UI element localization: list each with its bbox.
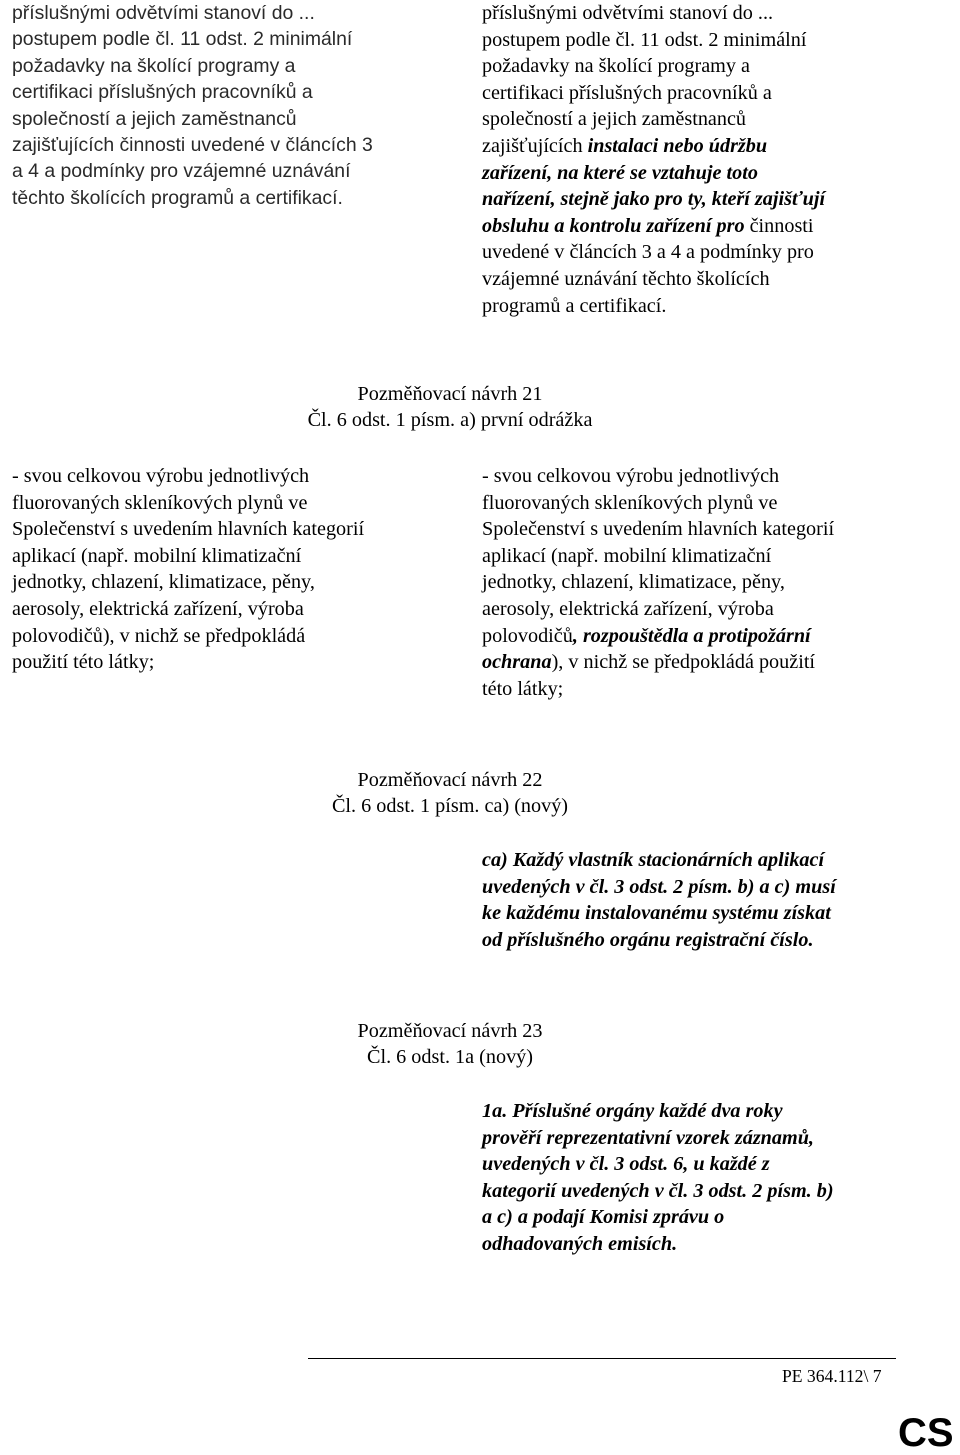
- amended-text-run: obsluhu a kontrolu zařízení pro: [482, 214, 745, 237]
- text-line: uvedených v čl. 3 odst. 2 písm. b) a c) musí: [482, 875, 836, 898]
- text-line: [482, 133, 902, 160]
- text-run: vzájemné uznávání těchto školících: [482, 267, 770, 290]
- text-line: postupem podle čl. 11 odst. 2 minimální: [12, 28, 353, 51]
- amended-text-run: instalaci nebo údržbu: [587, 134, 768, 157]
- text-line: a 4 a podmínky pro vzájemné uznávání: [12, 160, 351, 183]
- text-run: uvedené v článcích 3 a 4 a podmínky pro: [482, 241, 814, 264]
- amended-text-run: zařízení, na které se vztahuje toto: [482, 161, 758, 184]
- text-line: [482, 463, 902, 490]
- text-line: společností a jejich zaměstnanců: [12, 107, 297, 130]
- text-line: příslušnými odvětvími stanoví do ...: [12, 2, 315, 24]
- amendment23-amended-text: [482, 1098, 902, 1258]
- text-line: kategorií uvedených v čl. 3 odst. 2 písm. b): [482, 1179, 834, 1202]
- amendment21-amended-text: [482, 463, 902, 702]
- text-line: jednotky, chlazení, klimatizace, pěny,: [12, 571, 315, 594]
- text-line: [482, 543, 902, 570]
- text-line: Společenství s uvedením hlavních kategorií: [12, 518, 365, 541]
- text-line: a c) a podají Komisi zprávu o: [482, 1206, 725, 1229]
- text-line: [482, 160, 902, 187]
- amendment22-reference: Čl. 6 odst. 1 písm. ca) (nový): [331, 794, 569, 817]
- text-line: od příslušného orgánu registrační číslo.: [482, 928, 814, 951]
- amended-text-run: nařízení, stejně jako pro ty, kteří zajišťují: [482, 188, 826, 211]
- text-line: [482, 106, 902, 133]
- text-line: [482, 676, 902, 703]
- document-reference: PE 364.112\ 7: [782, 1366, 882, 1386]
- amendment23-heading: [0, 1019, 900, 1070]
- text-run: fluorovaných skleníkových plynů ve: [482, 491, 778, 514]
- text-run: programů a certifikací.: [482, 294, 667, 317]
- text-run: - svou celkovou výrobu jednotlivých: [482, 465, 780, 487]
- text-line: prověří reprezentativní vzorek záznamů,: [482, 1126, 814, 1149]
- text-line: [482, 266, 902, 293]
- text-line: těchto školících programů a certifikací.: [12, 186, 343, 209]
- text-line: [482, 53, 902, 80]
- text-line: [482, 186, 902, 213]
- text-line: [482, 0, 902, 27]
- text-line: - svou celkovou výrobu jednotlivých: [12, 465, 310, 487]
- text-line: [482, 490, 902, 517]
- text-run: zajišťujících: [482, 134, 588, 157]
- text-line: [482, 569, 902, 596]
- amendment21-title: Pozměňovací návrh 21: [357, 383, 543, 405]
- amendment21-heading: [0, 382, 900, 433]
- text-line: požadavky na školící programy a: [12, 54, 296, 77]
- text-line: zajišťujících činnosti uvedené v článcích 3: [12, 134, 373, 157]
- text-line: [482, 623, 902, 650]
- text-line: [482, 596, 902, 623]
- text-run: jednotky, chlazení, klimatizace, pěny,: [482, 571, 785, 594]
- amended-text-run: , rozpouštědla a protipožární: [572, 624, 811, 647]
- text-run: ), v nichž se předpokládá použití: [551, 651, 816, 674]
- text-run: aerosoly, elektrická zařízení, výroba: [482, 597, 774, 620]
- footer-divider: [308, 1358, 896, 1359]
- text-run: požadavky na školící programy a: [482, 55, 750, 78]
- text-run: činnosti: [744, 214, 814, 237]
- amended-text-run: ochrana: [482, 651, 552, 674]
- amendment23-title: Pozměňovací návrh 23: [357, 1020, 543, 1042]
- amendment22-title: Pozměňovací návrh 22: [357, 769, 543, 791]
- language-code: CS: [898, 1411, 954, 1455]
- text-line: certifikaci příslušných pracovníků a: [12, 81, 313, 104]
- text-line: aplikací (např. mobilní klimatizační: [12, 544, 302, 567]
- text-line: [482, 649, 902, 676]
- text-run: této látky;: [482, 677, 564, 700]
- text-line: odhadovaných emisích.: [482, 1232, 678, 1255]
- text-line: 1a. Příslušné orgány každé dva roky: [482, 1100, 783, 1122]
- amendment23-reference: Čl. 6 odst. 1a (nový): [367, 1045, 533, 1068]
- text-line: fluorovaných skleníkových plynů ve: [12, 491, 308, 514]
- text-line: [482, 516, 902, 543]
- text-line: [482, 213, 902, 240]
- text-line: ca) Každý vlastník stacionárních aplikací: [482, 849, 825, 871]
- amendment21-original-text: [12, 463, 432, 676]
- text-line: polovodičů), v nichž se předpokládá: [12, 624, 306, 647]
- text-run: certifikaci příslušných pracovníků a: [482, 81, 772, 104]
- text-line: [482, 80, 902, 107]
- text-line: použití této látky;: [12, 651, 155, 674]
- text-run: polovodičů: [482, 624, 573, 647]
- block1-amended-text: [482, 0, 902, 319]
- text-line: [482, 27, 902, 54]
- amendment22-heading: [0, 768, 900, 819]
- text-run: Společenství s uvedením hlavních kategorií: [482, 518, 835, 541]
- text-run: společností a jejich zaměstnanců: [482, 108, 747, 131]
- text-run: aplikací (např. mobilní klimatizační: [482, 544, 772, 567]
- text-line: aerosoly, elektrická zařízení, výroba: [12, 597, 304, 620]
- amendment22-amended-text: [482, 847, 902, 953]
- text-line: [482, 293, 902, 320]
- text-run: postupem podle čl. 11 odst. 2 minimální: [482, 28, 807, 51]
- text-line: uvedených v čl. 3 odst. 6, u každé z: [482, 1153, 770, 1176]
- amendment21-reference: Čl. 6 odst. 1 písm. a) první odrážka: [307, 408, 593, 431]
- text-line: [482, 239, 902, 266]
- text-line: ke každému instalovanému systému získat: [482, 902, 831, 925]
- block1-original-text: [12, 0, 432, 211]
- text-run: příslušnými odvětvími stanoví do ...: [482, 2, 774, 24]
